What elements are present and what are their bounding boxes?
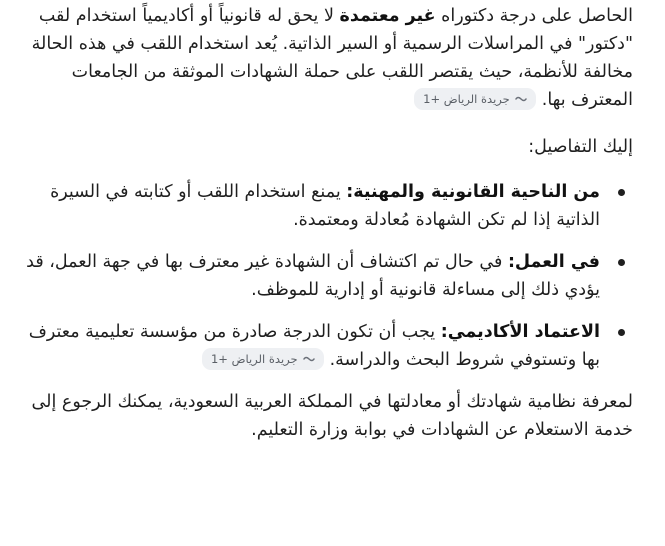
citation-label: جريدة الرياض +1 (423, 92, 510, 106)
intro-text-end: لا يحق له قانونياً أو أكاديمياً استخدام لقب "دكتور" في المراسلات الرسمية أو السير الذاتية. يُعد استخدام اللقب في هذه الحالة مخالفة للأنظمة، حيث يقتصر اللقب على حملة الشهادات الموثقة من الجامعات المعترف بها. (31, 6, 633, 110)
intro-bold-text: غير معتمدة (339, 6, 436, 26)
details-heading: إليك التفاصيل: (528, 137, 633, 157)
list-item-text: يمنع استخدام اللقب أو كتابته في السيرة الذاتية إذا لم تكن الشهادة مُعادلة ومعتمدة. (50, 182, 600, 230)
bullet-icon (618, 259, 625, 266)
details-list (26, 178, 633, 374)
bullet-icon (618, 189, 625, 196)
list-item-title: في العمل: (507, 252, 600, 272)
list-item (26, 318, 633, 374)
link-icon (303, 355, 315, 363)
list-item (26, 248, 633, 304)
citation-chip[interactable] (414, 88, 536, 110)
citation-label: جريدة الرياض +1 (210, 352, 298, 366)
link-icon (515, 95, 527, 103)
list-item-title: الاعتماد الأكاديمي: (440, 322, 600, 342)
list-item-text: في حال تم اكتشاف أن الشهادة غير معترف بها في جهة العمل، قد يؤدي ذلك إلى مساءلة قانونية أو إدارية للموظف. (26, 252, 600, 300)
list-item-title: من الناحية القانونية والمهنية: (346, 182, 600, 202)
bullet-icon (618, 329, 625, 336)
list-item (26, 178, 633, 234)
list-item-text: يجب أن تكون الدرجة صادرة من مؤسسة تعليمية معترف بها وتستوفي شروط البحث والدراسة. (28, 322, 600, 370)
citation-chip[interactable] (202, 348, 324, 370)
intro-text-start: الحاصل على درجة دكتوراه (435, 6, 633, 26)
closing-paragraph: لمعرفة نظامية شهادتك أو معادلتها في المملكة العربية السعودية، يمكنك الرجوع إلى خدمة الاستعلام عن الشهادات في بوابة وزارة التعليم. (31, 392, 633, 440)
intro-paragraph (26, 2, 633, 114)
